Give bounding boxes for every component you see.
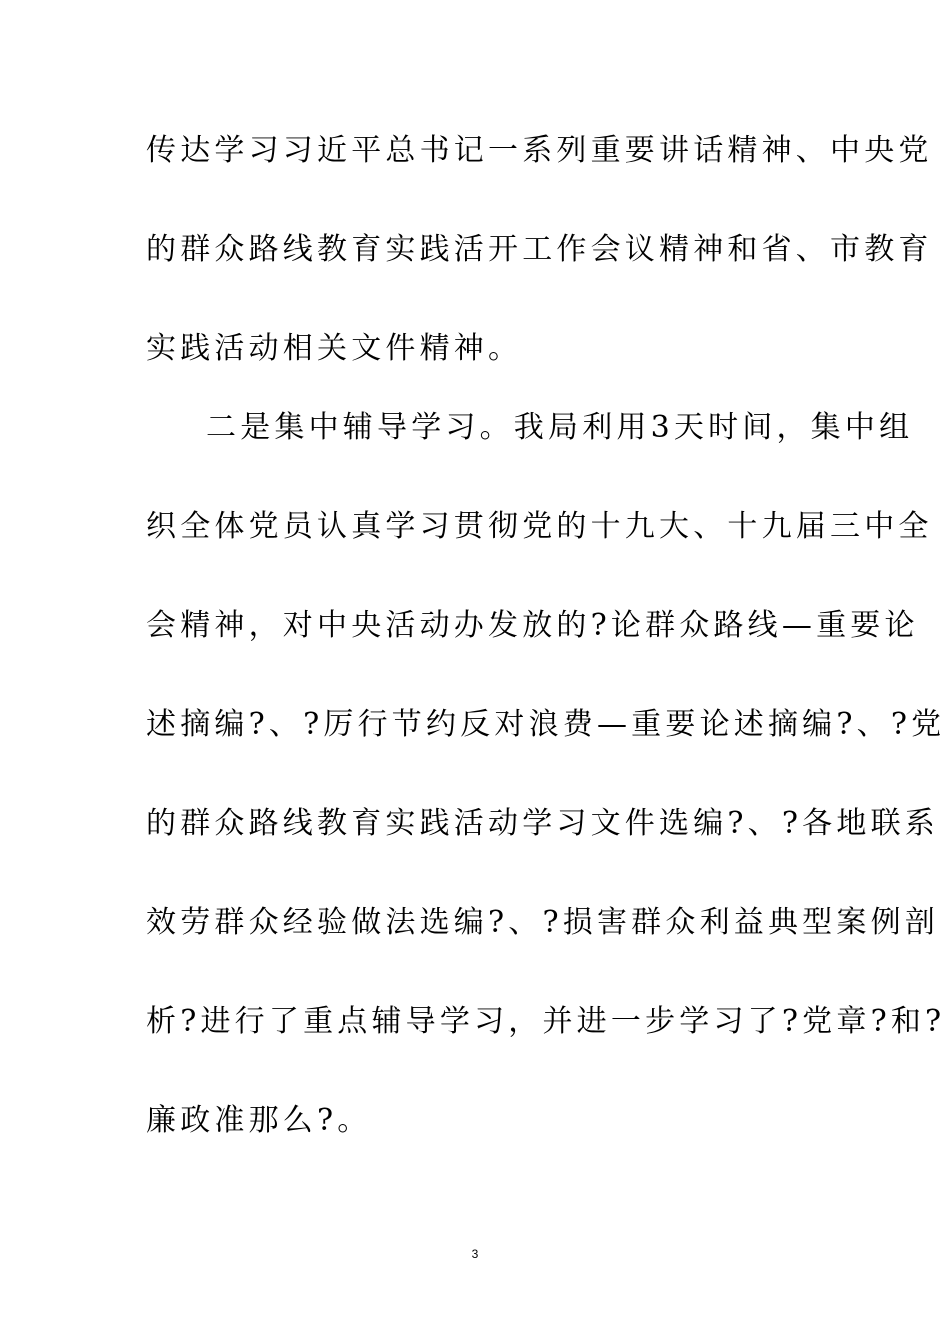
paragraph-2-line-1: 二是集中辅导学习。我局利用3天时间，集中组: [206, 410, 914, 445]
paragraph-2-line-2: 织全体党员认真学习贯彻党的十九大、十九届三中全: [146, 509, 933, 544]
paragraph-2-line-4: 述摘编?、?厉行节约反对浪费—重要论述摘编?、?党: [146, 707, 946, 742]
paragraph-2-line-5: 的群众路线教育实践活动学习文件选编?、?各地联系: [146, 806, 939, 841]
paragraph-2-line-6: 效劳群众经验做法选编?、?损害群众利益典型案例剖: [146, 905, 939, 940]
page-number: 3: [471, 1247, 479, 1261]
paragraph-2-line-7: 析?进行了重点辅导学习，并进一步学习了?党章?和?: [146, 1004, 946, 1039]
paragraph-2-line-3: 会精神，对中央活动办发放的?论群众路线—重要论: [146, 608, 919, 643]
paragraph-1-line-2: 的群众路线教育实践活开工作会议精神和省、市教育: [146, 232, 933, 267]
paragraph-2-line-8: 廉政准那么?。: [146, 1103, 372, 1138]
paragraph-1-line-1: 传达学习习近平总书记一系列重要讲话精神、中央党: [146, 133, 933, 168]
paragraph-1-line-3: 实践活动相关文件精神。: [146, 331, 523, 366]
